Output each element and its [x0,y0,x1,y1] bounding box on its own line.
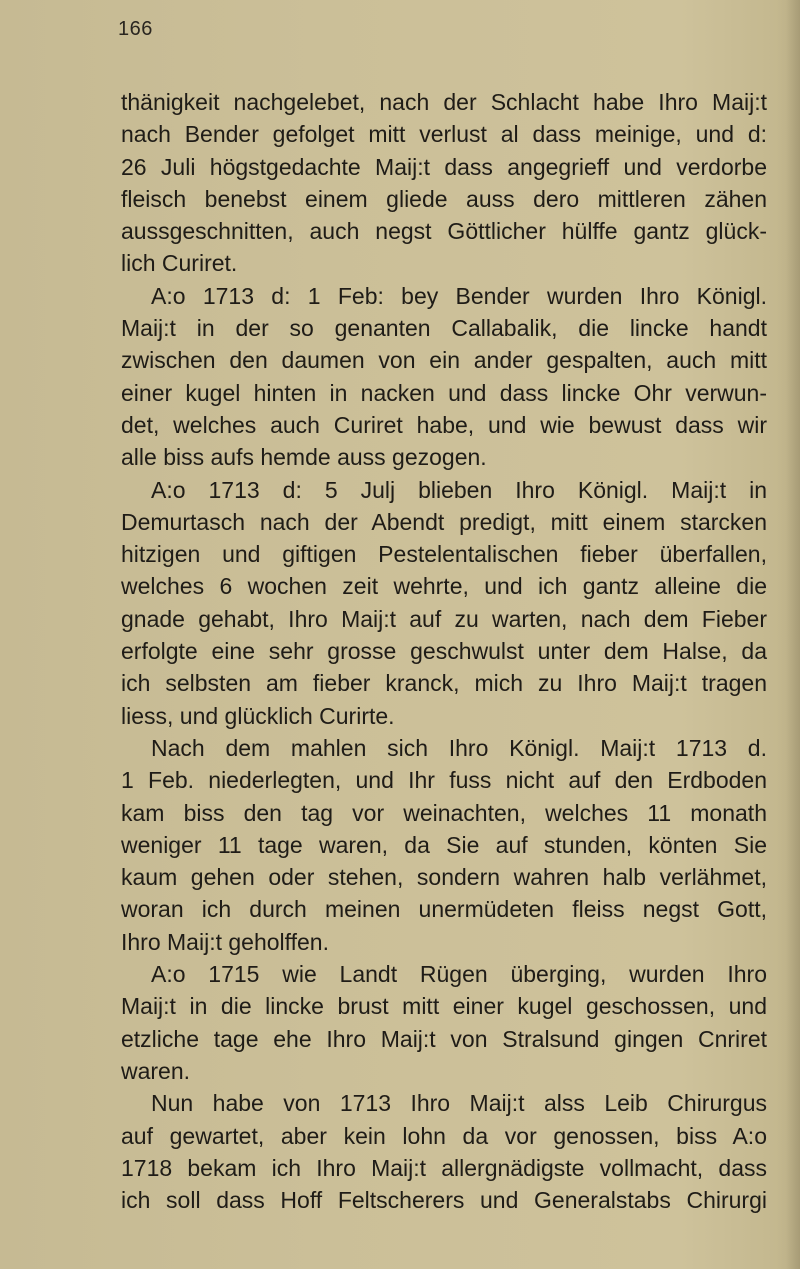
text-line: Ihro Maij:t geholffen. [121,928,329,955]
text-line: kaum gehen oder stehen, sondern wahren halb verlähmet, [121,864,767,891]
text-line: gnade gehabt, Ihro Maij:t auf zu warten, nach dem Fieber [121,605,767,632]
text-line: liess, und glücklich Curirte. [121,702,395,729]
text-line: etzliche tage ehe Ihro Maij:t von Stralsund gingen Cnriret [121,1025,767,1052]
text-line: fleisch benebst einem gliede auss dero mittleren zähen [121,185,767,212]
text-line: lich Curiret. [121,250,238,277]
text-line: aussgeschnitten, auch negst Göttlicher hülffe gantz glück- [121,218,767,245]
text-line: einer kugel hinten in nacken und dass lincke Ohr verwun- [121,379,767,406]
text-line: hitzigen und giftigen Pestelentalischen fieber überfallen, [121,541,767,568]
text-line: A:o 1715 wie Landt Rügen überging, wurden Ihro [151,961,767,988]
text-line: ich selbsten am fieber kranck, mich zu Ihro Maij:t tragen [121,670,767,697]
text-line: alle biss aufs hemde auss gezogen. [121,444,487,471]
text-line: ich soll dass Hoff Feltscherers und Generalstabs Chirurgi [121,1187,767,1214]
text-line: Nach dem mahlen sich Ihro Königl. Maij:t 1713 d. [151,734,767,761]
text-line: welches 6 wochen zeit wehrte, und ich gantz alleine die [121,573,767,600]
text-line: erfolgte eine sehr grosse geschwulst unter dem Halse, da [121,638,767,665]
text-line: 1718 bekam ich Ihro Maij:t allergnädigste vollmacht, dass [121,1154,767,1181]
text-line: woran ich durch meinen unermüdeten fleiss negst Gott, [121,896,767,923]
page-number: 166 [118,18,153,40]
text-line: zwischen den daumen von ein ander gespalten, auch mitt [121,347,767,374]
text-line: waren. [121,1057,191,1084]
text-line: 1 Feb. niederlegten, und Ihr fuss nicht auf den Erdboden [121,767,767,794]
text-line: weniger 11 tage waren, da Sie auf stunden, könten Sie [121,831,767,858]
text-line: A:o 1713 d: 1 Feb: bey Bender wurden Ihro Königl. [151,282,767,309]
text-line: Maij:t in der so genanten Callabalik, die lincke handt [121,315,767,342]
text-line: kam biss den tag vor weinachten, welches 11 monath [121,799,767,826]
text-line: Demurtasch nach der Abendt predigt, mitt einem starcken [121,508,767,535]
text-line: A:o 1713 d: 5 Julj blieben Ihro Königl. Maij:t in [151,476,767,503]
text-line: auf gewartet, aber kein lohn da vor genossen, biss A:o [121,1122,767,1149]
text-line: det, welches auch Curiret habe, und wie bewust dass wir [121,411,767,438]
text-line: 26 Juli högstgedachte Maij:t dass angegrieff und verdorbe [121,153,767,180]
text-line: nach Bender gefolget mitt verlust al dass meinige, und d: [121,121,767,148]
text-line: Nun habe von 1713 Ihro Maij:t alss Leib Chirurgus [151,1090,767,1117]
text-line: Maij:t in die lincke brust mitt einer kugel geschossen, und [121,993,767,1020]
text-line: thänigkeit nachgelebet, nach der Schlacht habe Ihro Maij:t [121,89,767,115]
body-text [121,86,767,1216]
page-edge-shadow [786,0,800,1269]
